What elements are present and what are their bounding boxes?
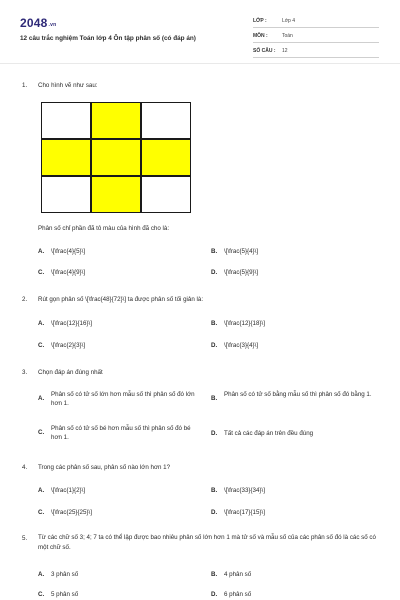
question-number: 3. [22, 369, 28, 376]
grid-cell [41, 176, 91, 213]
grid-cell [141, 102, 191, 139]
grid-cell [41, 102, 91, 139]
grid-cell [41, 139, 91, 176]
header-divider [0, 63, 400, 64]
option-text: Tất cả các đáp án trên đều đúng [224, 430, 314, 437]
question-text: Rút gọn phân số \[\frac{48}{72}\] ta được phân số tối giản là: [38, 296, 204, 303]
option-text: \[\frac{12}{16}\] [51, 320, 92, 327]
option-text: \[\frac{5}{9}\] [224, 269, 259, 276]
option-letter: B. [211, 571, 218, 578]
meta-subject [253, 31, 379, 43]
grid-cell [141, 176, 191, 213]
option-letter: B. [211, 320, 218, 327]
site-logo[interactable] [20, 16, 56, 30]
question-number: 5. [22, 535, 28, 542]
option-letter: A. [38, 248, 45, 255]
question-text: Chọn đáp án đúng nhất [38, 369, 103, 376]
option-letter: C. [38, 429, 45, 436]
meta-grade-key: LỚP : [253, 18, 267, 24]
grid-cell [141, 139, 191, 176]
option-letter: D. [211, 591, 218, 598]
grid-cell [91, 102, 141, 139]
option-letter: D. [211, 342, 218, 349]
option-letter: A. [38, 571, 45, 578]
option-letter: D. [211, 430, 218, 437]
option-text: Phân số có tử số lớn hơn mẫu số thì phân số đó lớn hơn 1. [51, 391, 195, 407]
option-letter: B. [211, 487, 218, 494]
meta-count [253, 46, 379, 58]
question-5-text: Từ các chữ số 3; 4; 7 ta có thể lập được bao nhiêu phân số lớn hơn 1 mà tử số và mẫu số của các phân số đó là các số có một chữ số. [38, 534, 376, 551]
grid-cell [91, 139, 141, 176]
question-text: Cho hình vẽ như sau: [38, 82, 98, 89]
meta-subject-key: MÔN : [253, 33, 268, 39]
meta-grade-value: Lớp 4 [282, 18, 296, 24]
question-number: 2. [22, 296, 28, 303]
option-text: 6 phân số [224, 591, 252, 598]
option-letter: D. [211, 269, 218, 276]
option-text: \[\frac{4}{9}\] [51, 269, 86, 276]
option-text: \[\frac{17}{15}\] [224, 509, 265, 516]
option-text: \[\frac{2}{3}\] [51, 342, 86, 349]
question-1-prompt: Phân số chỉ phần đã tô màu của hình đã cho là: [38, 225, 170, 232]
meta-count-key: SỐ CÂU : [253, 48, 276, 54]
option-text: \[\frac{3}{4}\] [224, 342, 259, 349]
option-text: \[\frac{5}{4}\] [224, 248, 259, 255]
option-letter: C. [38, 269, 45, 276]
page-title: 12 câu trắc nghiệm Toán lớp 4 Ôn tập phân số (có đáp án) [20, 35, 196, 42]
grid-cell [91, 176, 141, 213]
option-letter: A. [38, 320, 45, 327]
option-text: 5 phân số [51, 591, 79, 598]
meta-count-value: 12 [282, 48, 288, 54]
cross-grid-figure [41, 102, 191, 213]
option-text: 3 phân số [51, 571, 79, 578]
option-letter: A. [38, 487, 45, 494]
option-letter: A. [38, 395, 45, 402]
question-number: 4. [22, 464, 28, 471]
option-letter: C. [38, 591, 45, 598]
option-text: \[\frac{1}{2}\] [51, 487, 86, 494]
option-text: Phân số có tử số bằng mẫu số thì phân số đó bằng 1. [224, 391, 372, 398]
logo-text: 2048 [20, 16, 48, 30]
option-text: \[\frac{4}{5}\] [51, 248, 86, 255]
option-text: \[\frac{25}{25}\] [51, 509, 92, 516]
option-letter: D. [211, 509, 218, 516]
option-text: \[\frac{12}{18}\] [224, 320, 265, 327]
option-letter: B. [211, 248, 218, 255]
question-text: Trong các phân số sau, phân số nào lớn hơn 1? [38, 464, 171, 471]
option-letter: C. [38, 342, 45, 349]
option-letter: C. [38, 509, 45, 516]
meta-grade [253, 16, 379, 28]
option-letter: B. [211, 395, 218, 402]
meta-subject-value: Toán [282, 33, 293, 39]
option-text: Phân số có tử số bé hơn mẫu số thì phân số đó bé hơn 1. [51, 425, 191, 441]
page-header [0, 0, 400, 62]
question-number: 1. [22, 82, 28, 89]
logo-suffix: .vn [48, 22, 57, 28]
option-text: \[\frac{33}{34}\] [224, 487, 265, 494]
option-text: 4 phân số [224, 571, 252, 578]
